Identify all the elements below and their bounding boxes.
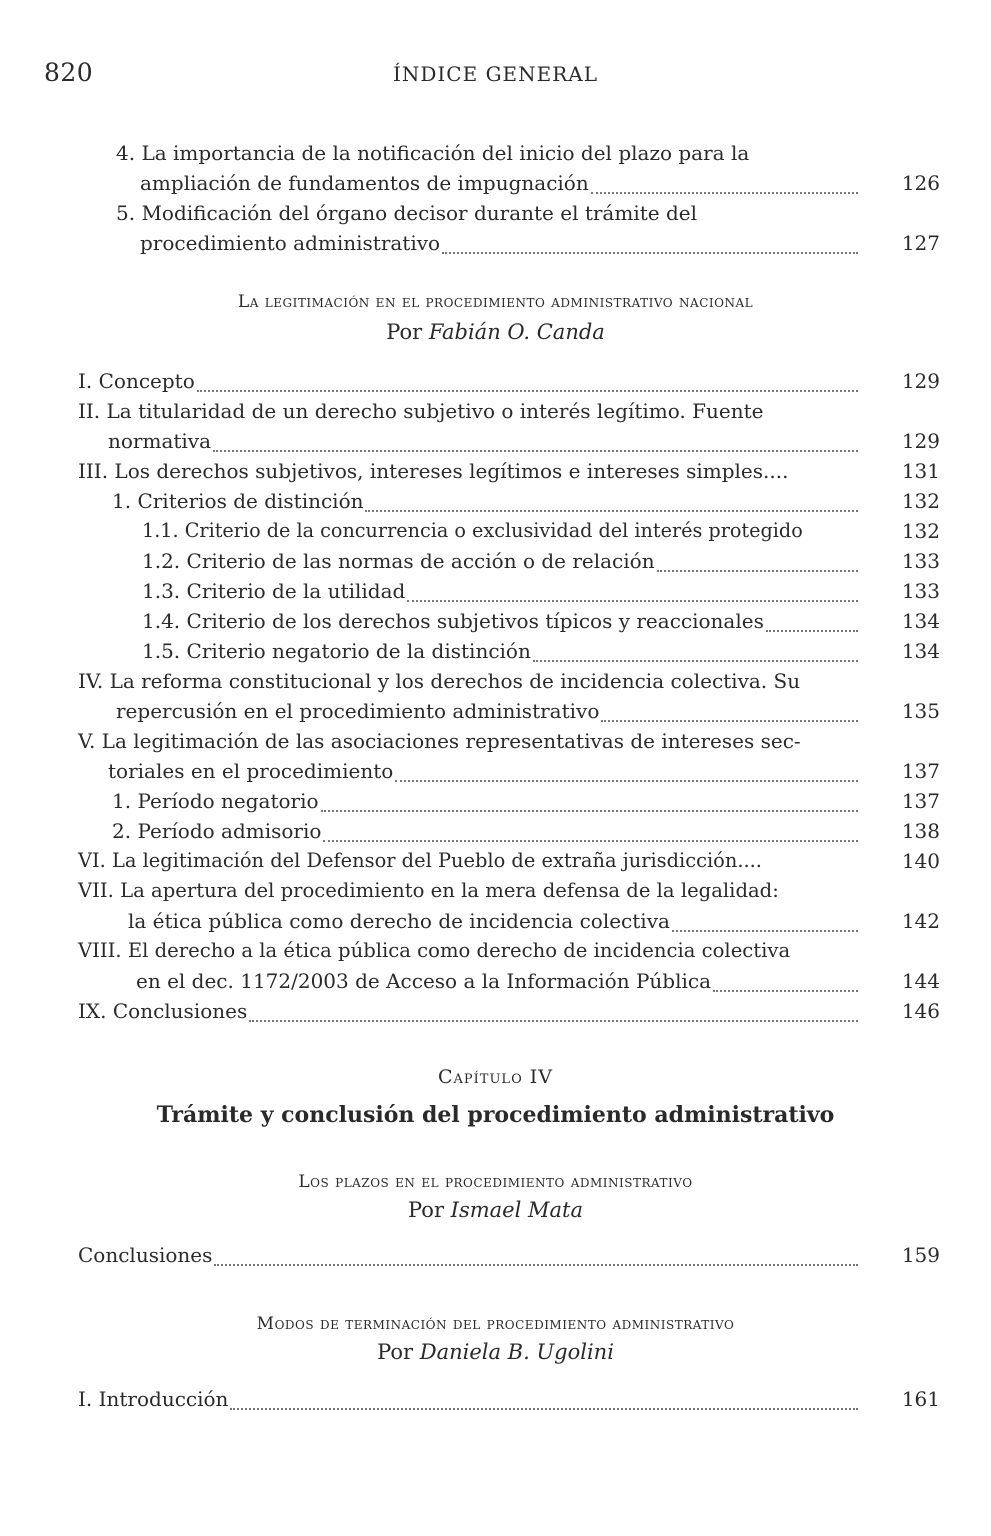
toc-entry-line: 1.2. Criterio de las normas de acción o de relación bbox=[142, 546, 860, 576]
toc-page-number: 129 bbox=[901, 369, 940, 393]
dot-leader bbox=[214, 1263, 858, 1266]
section-title: Modos de terminación del procedimiento administrativo bbox=[256, 1314, 735, 1334]
author-name: Ismael Mata bbox=[450, 1198, 583, 1222]
toc-entry-line: VI. La legitimación del Defensor del Pueblo de extraña jurisdicción.... bbox=[78, 849, 762, 872]
toc-entry-line: II. La titularidad de un derecho subjetivo o interés legítimo. Fuente bbox=[78, 399, 764, 423]
toc-entry-line: 1.4. Criterio de los derechos subjetivos típicos y reaccionales bbox=[142, 606, 860, 636]
author-name: Fabián O. Canda bbox=[428, 320, 605, 344]
toc-page-number: 126 bbox=[901, 171, 940, 195]
toc-entry-line: V. La legitimación de las asociaciones representativas de intereses sec- bbox=[78, 729, 801, 753]
toc-entry-line: IX. Conclusiones bbox=[78, 996, 860, 1026]
toc-entry-line: IV. La reforma constitucional y los derechos de incidencia colectiva. Su bbox=[78, 669, 801, 693]
toc-entry-line: I. Introducción bbox=[78, 1384, 860, 1414]
toc-page-number: 132 bbox=[901, 519, 940, 543]
dot-leader bbox=[407, 599, 858, 602]
author-name: Daniela B. Ugolini bbox=[419, 1340, 614, 1364]
toc-page-number: 159 bbox=[901, 1243, 940, 1267]
byline: Por Daniela B. Ugolini bbox=[377, 1340, 614, 1364]
toc-page-number: 127 bbox=[901, 231, 940, 255]
dot-leader bbox=[395, 779, 858, 782]
running-head: ÍNDICE GENERAL bbox=[392, 62, 599, 86]
toc-entry-line: VII. La apertura del procedimiento en la mera defensa de la legalidad: bbox=[78, 879, 779, 902]
toc-page-number: 137 bbox=[901, 759, 940, 783]
toc-entry-line: toriales en el procedimiento bbox=[108, 756, 860, 786]
toc-page-number: 129 bbox=[901, 429, 940, 453]
toc-page-number: 131 bbox=[901, 459, 940, 483]
toc-page-number: 134 bbox=[901, 609, 940, 633]
dot-leader bbox=[321, 809, 858, 812]
toc-page-number: 135 bbox=[901, 699, 940, 723]
dot-leader bbox=[766, 629, 858, 632]
toc-entry-line: en el dec. 1172/2003 de Acceso a la Información Pública bbox=[136, 966, 860, 996]
toc-page-number: 137 bbox=[901, 789, 940, 813]
toc-entry-line: III. Los derechos subjetivos, intereses legítimos e intereses simples.... bbox=[78, 459, 789, 483]
toc-entry-line: 2. Período admisorio bbox=[112, 816, 860, 846]
toc-entry-line: VIII. El derecho a la ética pública como derecho de incidencia colectiva bbox=[78, 939, 791, 962]
toc-page-number: 132 bbox=[901, 489, 940, 513]
toc-page-number: 133 bbox=[901, 579, 940, 603]
toc-page-number: 144 bbox=[901, 969, 940, 993]
dot-leader bbox=[323, 839, 858, 842]
toc-entry-line: 4. La importancia de la notificación del inicio del plazo para la bbox=[116, 141, 750, 165]
section-title: Los plazos en el procedimiento administrativo bbox=[298, 1172, 693, 1192]
dot-leader bbox=[213, 449, 858, 452]
toc-page-number: 142 bbox=[901, 909, 940, 933]
toc-page-number: 146 bbox=[901, 999, 940, 1023]
toc-entry-line: procedimiento administrativo bbox=[140, 228, 860, 258]
chapter-title: Trámite y conclusión del procedimiento administrativo bbox=[156, 1102, 835, 1128]
toc-entry-line: 1.1. Criterio de la concurrencia o exclusividad del interés protegido bbox=[142, 519, 803, 542]
toc-page-number: 161 bbox=[901, 1387, 940, 1411]
dot-leader bbox=[591, 191, 858, 194]
dot-leader bbox=[197, 389, 858, 392]
page-number: 820 bbox=[44, 58, 94, 87]
dot-leader bbox=[249, 1019, 858, 1022]
toc-page-number: 140 bbox=[901, 849, 940, 873]
toc-entry-line: 1.3. Criterio de la utilidad bbox=[142, 576, 860, 606]
dot-leader bbox=[230, 1407, 858, 1410]
toc-entry-line: 1. Criterios de distinción bbox=[112, 486, 860, 516]
toc-entry-line: 1.5. Criterio negatorio de la distinción bbox=[142, 636, 860, 666]
toc-page-number: 138 bbox=[901, 819, 940, 843]
dot-leader bbox=[657, 569, 858, 572]
toc-entry-line: la ética pública como derecho de incidencia colectiva bbox=[128, 906, 860, 936]
toc-entry-line: 1. Período negatorio bbox=[112, 786, 860, 816]
toc-entry-line: Conclusiones bbox=[78, 1240, 860, 1270]
section-title: La legitimación en el procedimiento administrativo nacional bbox=[237, 292, 754, 312]
toc-page-number: 134 bbox=[901, 639, 940, 663]
toc-page-number: 133 bbox=[901, 549, 940, 573]
dot-leader bbox=[601, 719, 858, 722]
dot-leader bbox=[442, 251, 858, 254]
dot-leader bbox=[533, 659, 858, 662]
dot-leader bbox=[365, 509, 858, 512]
byline: Por Fabián O. Canda bbox=[386, 320, 605, 344]
toc-entry-line: ampliación de fundamentos de impugnación bbox=[140, 168, 860, 198]
toc-entry-line: 5. Modificación del órgano decisor durante el trámite del bbox=[116, 201, 697, 225]
toc-entry-line: I. Concepto bbox=[78, 366, 860, 396]
byline: Por Ismael Mata bbox=[408, 1198, 583, 1222]
dot-leader bbox=[672, 929, 858, 932]
toc-entry-line: normativa bbox=[108, 426, 860, 456]
chapter-label: Capítulo IV bbox=[438, 1066, 553, 1088]
dot-leader bbox=[713, 989, 858, 992]
toc-entry-line: repercusión en el procedimiento administrativo bbox=[116, 696, 860, 726]
